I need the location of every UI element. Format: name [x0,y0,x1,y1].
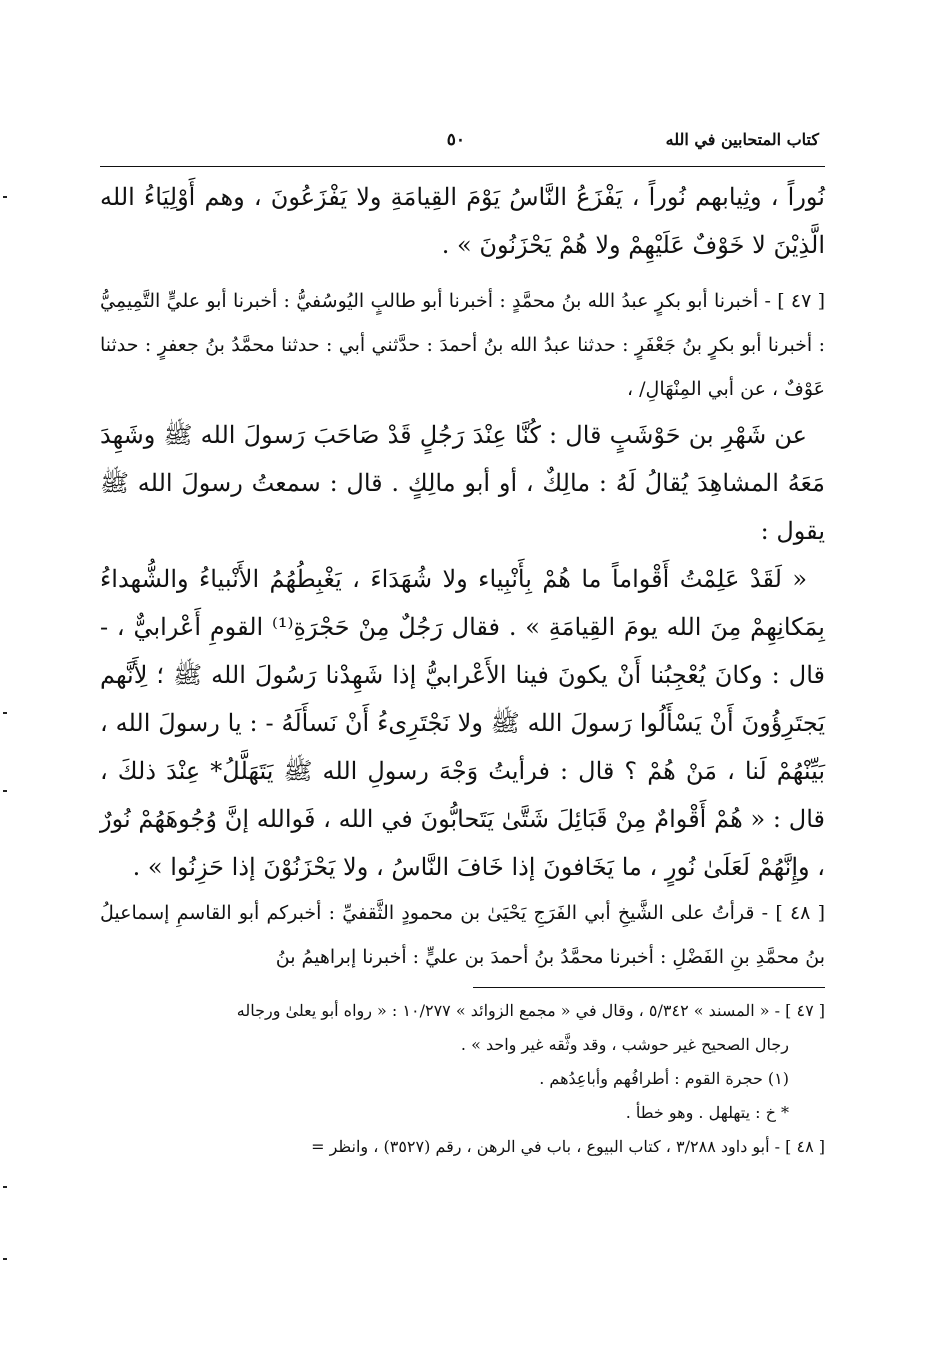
footnote-star: * خ : يتهلهل . وهو خطأ . [625,1103,789,1122]
paragraph-narration: عن شَهْرِ بن حَوْشَبٍ قال : كُنَّا عِنْدَ رَجُلٍ قَدْ صَاحَبَ رَسولَ الله ﷺ وشَهِدَ مَعَهُ المشاهِدَ يُقالُ لَهُ : مالِكٌ ، أو أبو مالِكٍ . قال : سمعتُ رسولَ الله ﷺ يقول : [100,421,825,545]
footnote-divider [473,987,825,988]
isnad-47-text: - أخبرنا أبو بكرٍ عبدُ الله بنُ محمَّدٍ : أخبرنا أبو طالبٍ اليُوسُفيُّ : أخبرنا أبو عليٍّ التَّمِيمِيُّ : أخبرنا أبو بكرٍ بنُ جَعْفَرٍ : حدثنا عبدُ الله بنُ أحمدَ : حدَّثني أبي : حدثنا محمَّدُ بنُ جعفرٍ : حدثنا عَوْفٌ ، عن أبي المِنْهَالِ/ ، [100,290,825,400]
footnote-47-text: - « المسند » ٥/٣٤٢ ، وقال في « مجمع الزوائد » ١٠/٢٧٧ : « رواه أبو يعلىٰ ورجاله [236,1001,781,1020]
page-number: ٥٠ [446,130,465,150]
hadith-number-48: [ ٤٨ ] [775,902,826,924]
paragraph-isnad-48 [100,891,825,979]
footnote-47 [100,994,825,1028]
footnote-48-text: - أبو داود ٣/٢٨٨ ، كتاب البيوع ، باب في الرهن ، رقم (٣٥٢٧) ، وانظر = [311,1137,781,1156]
footnote-48 [100,1130,825,1164]
paragraph-isnad-47 [100,279,825,411]
paragraph-hadith-47: « لَقَدْ عَلِمْتُ أَقْواماً ما هُمْ بِأَنْبِياء ولا شُهَدَاءَ ، يَغْبِطُهُمُ الأَنْبياءُ والشُّهداءُ بِمَكانِهِمْ مِنَ الله يومَ القِيامَةِ » . فقال رَجُلٌ مِنْ حَجْرَةِ⁽¹⁾ القومِ أَعْرابيٌّ ، - قال : وكانَ يُعْجِبُنا أَنْ يكونَ فينا الأَعْرابيُّ إذا شَهِدْنا رَسُولَ الله ﷺ ؛ لِأَنَّهم يَجتَرِؤُونَ أَنْ يَسْأَلُوا رَسولَ الله ﷺ ولا نَجْتَرِىءُ أَنْ نَسأَلَهُ - : يا رسولَ الله ، بَيِّنْهُمْ لَنا ، مَنْ هُمْ ؟ قال : فرأيتُ وَجْهَ رسولِ الله ﷺ يَتَهَلَّلُ* عِنْدَ ذلكَ ، قال : « هُمْ أَقْوامٌ مِنْ قَبَائِلَ شَتَّىٰ يَتَحابُّونَ في الله ، فَوالله إنَّ وُجُوهَهُمْ نُورٌ ، وإِنَّهُمْ لَعَلَىٰ نُورٍ ، ما يَخَافونَ إذا خَافَ النَّاسُ ، ولا يَحْزَنُوْنَ إذا حَزِنُوا » . [100,565,825,881]
book-title: كتاب المتحابين في الله [665,130,819,149]
footnote-number-47: [ ٤٧ ] [785,1001,825,1020]
footnote-number-48: [ ٤٨ ] [785,1137,825,1156]
scan-margin-marks [0,0,20,1355]
page-header [100,130,825,167]
footnote-47-continued: رجال الصحيح غير حوشب ، وقد وثَّقه غير واحد » . [460,1035,789,1054]
book-page [100,130,825,1164]
hadith-number-47: [ ٤٧ ] [777,290,826,312]
isnad-48-text: - قرأتُ على الشَّيخِ أبي الفَرَجِ يَحْيَىٰ بن محمودٍ الثَّقفيِّ : أخبركم أبو القاسمِ إسماعيلُ بنُ محمَّدِ بنِ الفَضْلِ : أخبرنا محمَّدُ بنُ أحمدَ بن عليٍّ : أخبرنا إبراهيمُ بنُ [100,902,825,968]
paragraph-hadith-end: نُوراً ، وثِيابهم نُوراً ، يَفْزَعُ النَّاسُ يَوْمَ القِيامَةِ ولا يَفْزَعُونَ ، وهم أَوْلِيَاءُ الله الَّذِيْنَ لا خَوْفٌ عَلَيْهِمْ ولا هُمْ يَحْزَنُونَ » . [100,183,825,259]
footnote-1: (١) حجرة القوم : أطرافُهم وأباعِدُهم . [539,1069,789,1088]
